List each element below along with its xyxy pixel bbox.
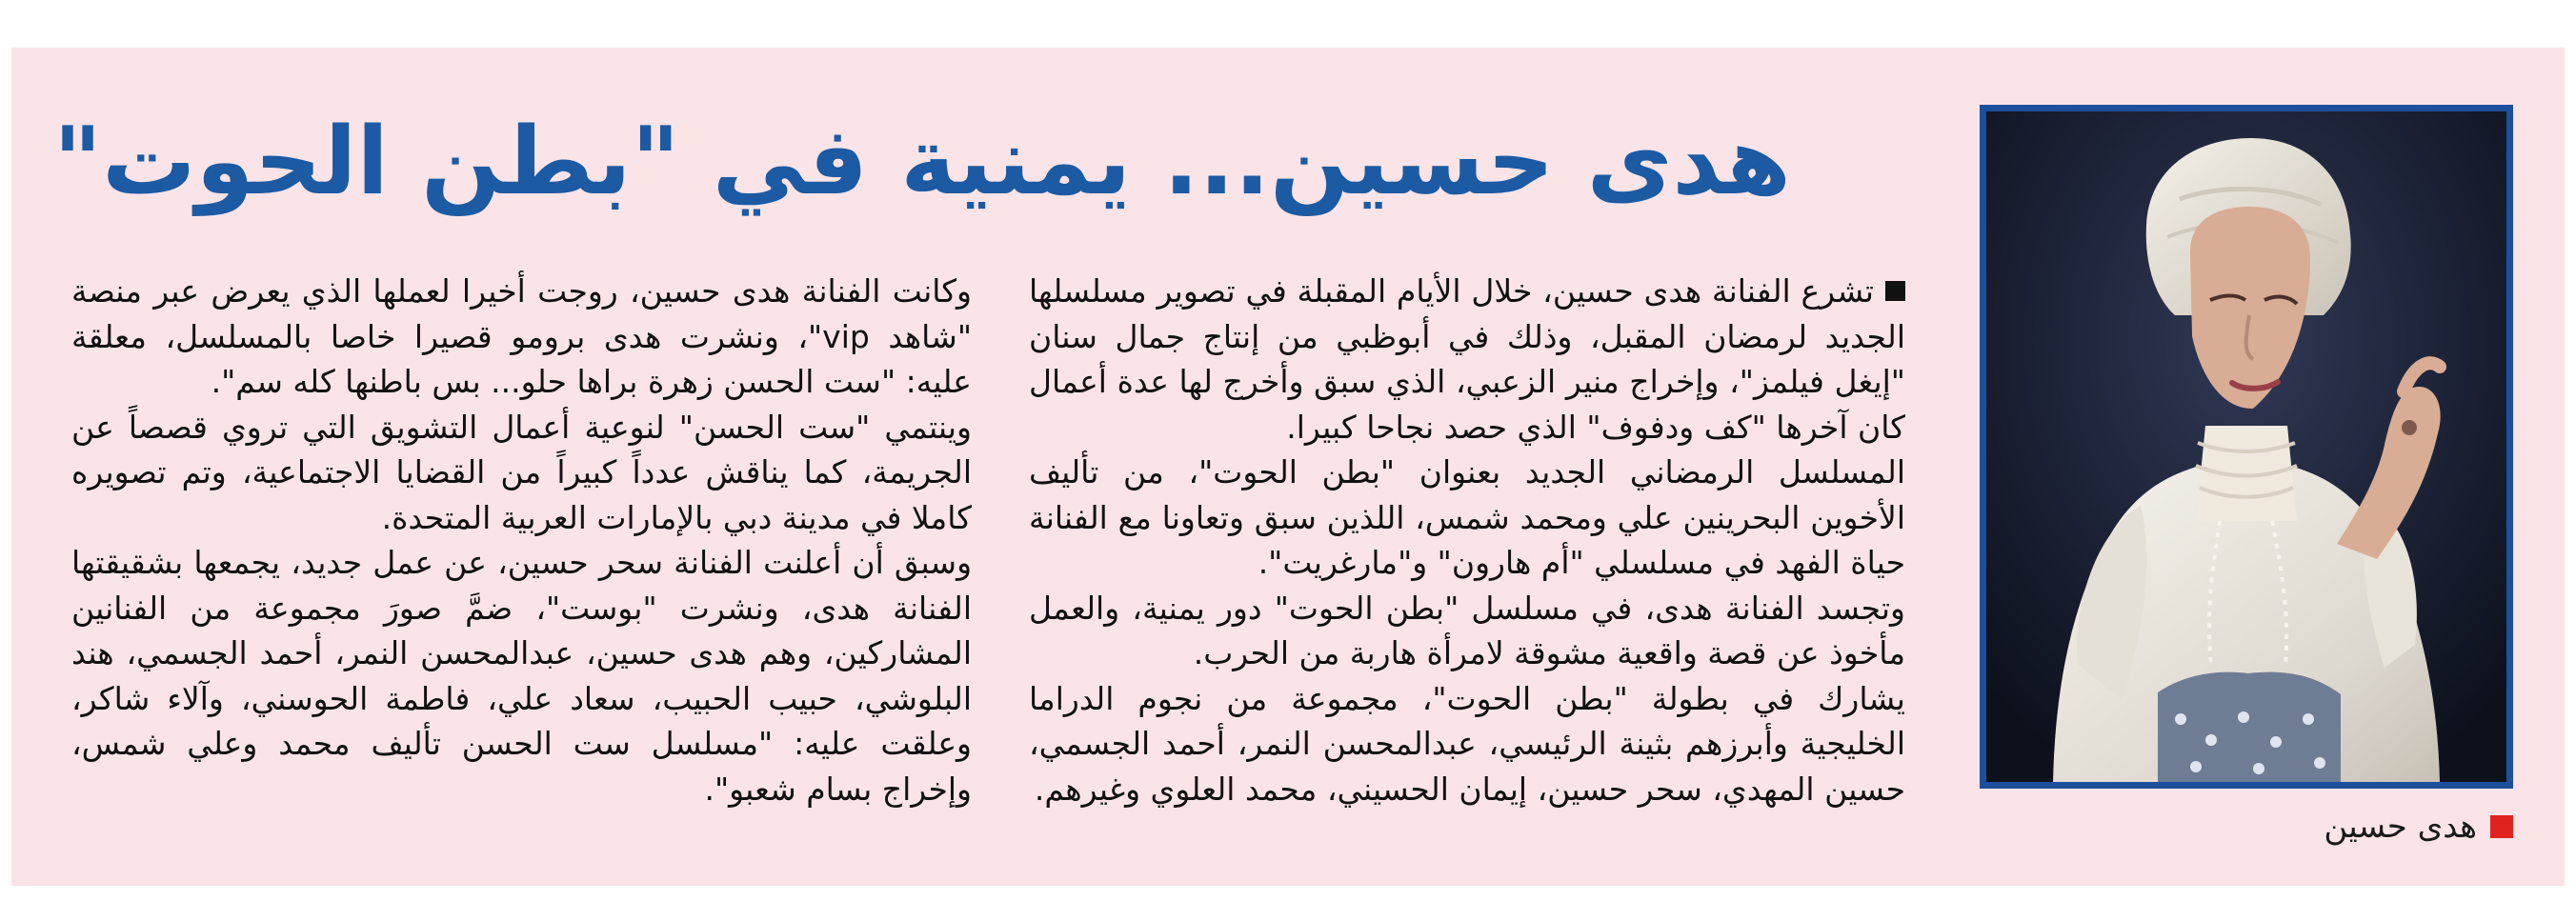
article-paragraph: وتجسد الفنانة هدى، في مسلسل "بطن الحوت" دور يمنية، والعمل مأخوذ عن قصة واقعية مشوقة لامرأة هاربة من الحرب.: [1029, 589, 1905, 671]
article-bullet-square: [1885, 281, 1905, 301]
photo-caption: [2267, 798, 2513, 855]
caption-marker-square: [2490, 815, 2513, 838]
portrait-photo: [1980, 105, 2513, 789]
photo-caption-text: هدى حسين: [2324, 808, 2477, 846]
article-column-left: [71, 269, 972, 811]
article-headline: هدى حسين... يمنية في "بطن الحوت": [53, 108, 1791, 216]
article-paragraph: [1029, 269, 1905, 450]
article-paragraph: يشارك في بطولة "بطن الحوت"، مجموعة من نجوم الدراما الخليجية وأبرزهم بثينة الرئيسي، عبدالمحسن النمر، أحمد الجسمي، حسين المهدي، سحر حسين، إيمان الحسيني، محمد العلوي وغيرهم.: [1029, 679, 1905, 808]
article-column-right: [1029, 269, 1905, 811]
article-paragraph: وينتمي "ست الحسن" لنوعية أعمال التشويق التي تروي قصصاً عن الجريمة، كما يناقش عدداً كبيراً من القضايا الاجتماعية، وتم تصويره كاملا في مدينة دبي بالإمارات العربية المتحدة.: [71, 408, 972, 536]
portrait-illustration: [1986, 111, 2506, 782]
article-paragraph: وسبق أن أعلنت الفنانة سحر حسين، عن عمل جديد، يجمعها بشقيقتها الفنانة هدى، ونشرت "بوست"، ضمَّ صورَ مجموعة من الفنانين المشاركين، وهم هدى حسين، عبدالمحسن النمر، أحمد الجسمي، هند البلوشي، حبيب الحبيب، سعاد علي، فاطمة الحوسني، وآلاء شاكر، وعلقت عليه: "مسلسل ست الحسن تأليف محمد وعلي شمس، وإخراج بسام شعبو".: [71, 544, 972, 808]
article-paragraph: المسلسل الرمضاني الجديد بعنوان "بطن الحوت"، من تأليف الأخوين البحرينين علي ومحمد شمس، اللذين سبق وتعاونا مع الفنانة حياة الفهد في مسلسلي "أم هارون" و"مارغريت".: [1029, 453, 1905, 581]
article-paragraph: وكانت الفنانة هدى حسين، روجت أخيرا لعملها الذي يعرض عبر منصة "شاهد vip"، ونشرت هدى برومو قصيرا خاصا بالمسلسل، معلقة عليه: "ست الحسن زهرة براها حلو... بس باطنها كله سم".: [71, 272, 972, 400]
article-paragraph-text: تشرع الفنانة هدى حسين، خلال الأيام المقبلة في تصوير مسلسلها الجديد لرمضان المقبل، وذلك في أبوظبي من إنتاج جمال سنان "إيغل فيلمز"، وإخراج منير الزعبي، الذي سبق وأخرج لها عدة أعمال كان آخرها "كف ودفوف" الذي حصد نجاحا كبيرا.: [1029, 272, 1905, 446]
